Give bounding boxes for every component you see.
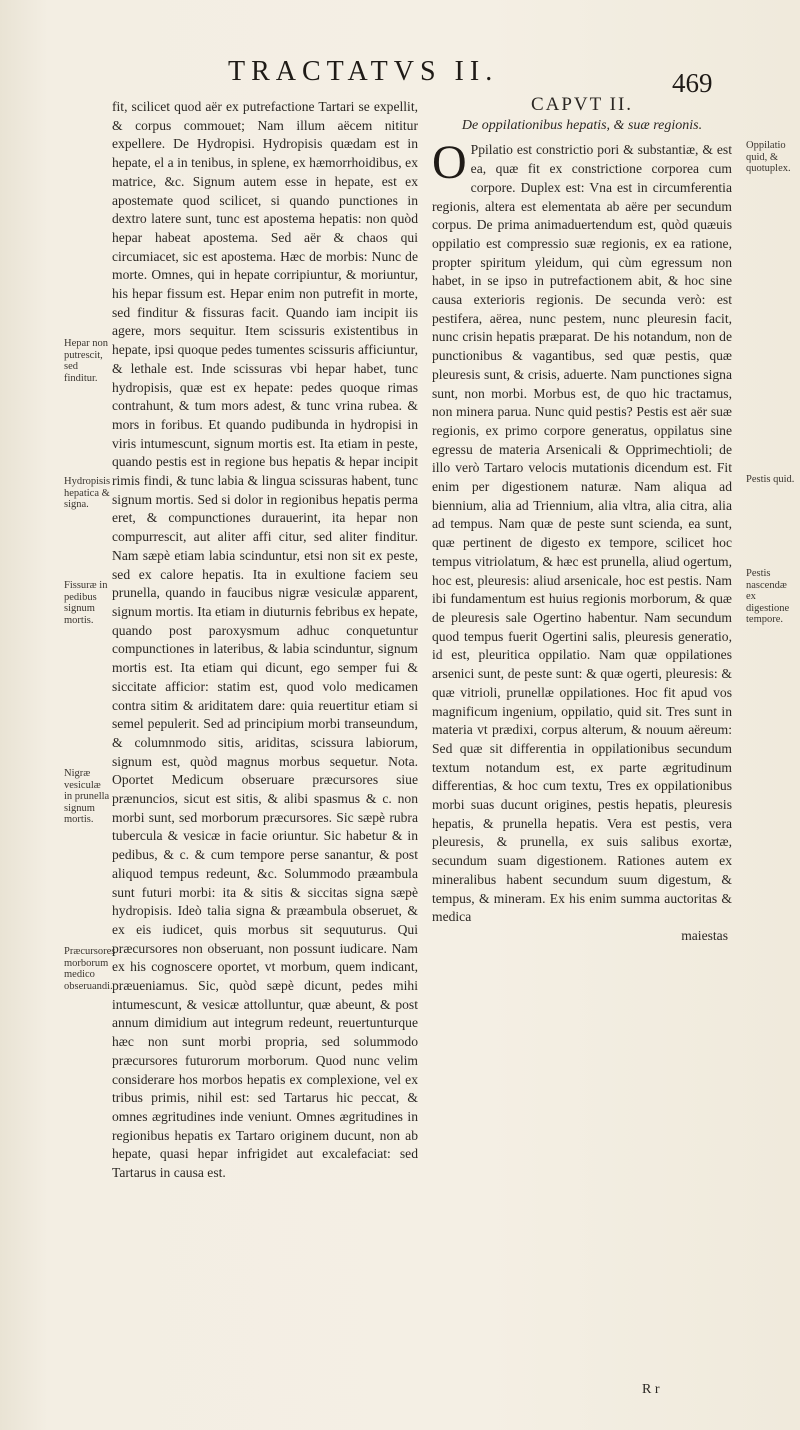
margin-note-left: Hepar non putrescit, sed finditur. [64,338,109,384]
right-column-body [432,136,732,927]
margin-note-left: Hydropisis hepatica & signa. [64,476,111,510]
left-column-text: fit, scilicet quod aër ex putrefactione Tartari se expellit, & corpus commouet; Nam illum aëcem nititur expellere. De Hydropisi. Hydropisis quædam est in hepate, el a in tenibus, in splene, ex hæmorrhoidibus, ex matrice, &c. Signum autem esse in hepate, est ex apostemate quod scilicet, si quando punctiones in dextro latere sunt, tunc est apostema hepatis: non quòd hepar habeat apostema. Sed aër & chaos qui circumiacet, sic est apostema. Hæc de morbis: Nunc de morte. Omnes, qui in hepate corripiuntur, & moriuntur, his hepar fissum est. Hepar enim non putrefit in morte, sed finditur & fissuras facit. Quando iam incipit iis agere, mors sequitur. Item scissuris existentibus in hepate, ipsi quoque pedes tumentes scissuris afficiuntur, & lethale est. Inde scissuras vbi hepar habet, tunc hydropisis, quæ est ex hepate: pedes quoque rimas contrahunt, & tum mors adest, & tunc vrina rubea. & mors in foribus. Et quando pudibunda in hydropisi in viris intumescunt, signum mortis est. Ita etiam in peste, quando pestis est in regione bus hepatis & hepar incipit rimis findi, & tunc labia & lingua scissuras habent, tunc signum mortis. Sed si dolor in regionibus hepatis perma eret, & compunctiones durauerint, ita hepar non compurrescit, aut aliter affi citur, sed aliter finditur. Nam sæpè etiam labia scinduntur, etsi non sit ex peste, sed ex calore hepatis. Ita in exultione faciem seu prunella, quando in faucibus nigræ vesiculæ apparent, signum mortis. Ita etiam in diuturnis febribus ex hepate, quando post paroxysmum adhuc conquetuntur compunctiones in lateribus, & labia scinduntur, signum mortis est. Ita etiam qui dicunt, ego semper fui & siccitate afficior: statim est, quod volo medicamen contra sitim & ariditatem dare: quia reuertitur etiam si semel pepulerit. Sed ad principium morbi transeundum, & columnmodo sitis, ariditas, scissura labiorum, signum est, quòd magnus morbus sequetur. Nota. Oportet Medicum obseruare præcursores siue prænuncios, sicut est sitis, & alibi spasmus & c. non morbi sunt, sed morborum præcursores. Sic sæpè rubra tubercula & vesicæ in facie oriuntur. Sic habetur & in pedibus, & c. & cum tempore perse sanantur, & post aliquod tempus redeunt, &c. Solummodo præambula sunt futuri morbi: ita & sitis & siccitas signa sæpè hydropisis. Ideò talia signa & præambula obseruet, & ex eis iudicet, quis morbus sit sequuturus. Qui præcursores non obseruant, non possunt iudicare. Nam ex his cognoscere oportet, vt morbum, quem indicant, præueniamus. Sic, quòd sæpè dicunt, pedes mihi intumescunt, & vesicæ attolluntur, quæ abeunt, & post annum dimidium aut integrum redeunt, reuertunturque hæc non sunt morbi propria, sed solummodo præcursores futurorum morborum. Quod nunc velim considerare hos morbos hepatis ex complexione, vel ex tribus primis, nihil est: sed Tartarus hic peccat, & omnes ægritudines inde veniunt. Omnes ægritudines in regionibus hepatis ex Tartaro originem ducunt, non ab hepate, quasi hepar infrigidet aut excalefaciat: sed Tartarus in causa est. [112,99,418,1181]
right-column [432,96,732,946]
margin-note-right: Pestis nascendæ ex digestione tempore. [746,568,790,625]
chapter-subtitle: De oppilationibus hepatis, & suæ regionis. [461,117,703,133]
drop-cap: O [432,136,467,190]
margin-note-right: Pestis quid. [746,474,795,485]
chapter-title: CAPVT II. [530,94,634,115]
margin-note-left: Fissuræ in pedibus signum mortis. [64,580,108,626]
margin-note-left: Nigræ vesiculæ in prunella signum mortis. [64,768,110,825]
margin-note-left: Præcursores morborum medico obseruandi. [64,946,116,992]
running-title: TRACTATVS II. [228,56,499,87]
signature-mark: R r [642,1382,660,1397]
margin-note-right: Oppilatio quid, & quotuplex. [746,140,791,174]
page-number: 469 [672,68,713,98]
catchword: maiestas [681,927,728,943]
right-column-text: Ppilatio est constrictio pori & substantiæ, & est ea, quæ fit ex constrictione corporea cum corpore. Duplex est: Vna est in circumferentia regionis, altera est elementata ab aëre per secundum corpus. De prima animaduertendum est, quòd quæuis oppilatio est compressio suæ regionis, ex ea ratione, propter spiritum yleidum, qui cùm egressum non habet, in se ipso in putrefactionem abit, & hoc sine causa exterioris regionis. De secunda verò: est pestifera, aërea, nunc pestem, nunc pleuresin facit, nunc crisin hepatis præparat. De his notandum, non de punctionibus & vagantibus, sed quæ pestis, quæ pleuresis sunt, & crisis, aduerte. Nam punctiones signa sunt, non morbi. Morbus est, de quo hic tractamus, non minera parua. Nunc quid pestis? Pestis est aër suæ regionis, ex primo corpore generatus, oppilatus sine egressu de materia Arsenicali & Opprimechtioli; de illo verò Tartaro velocis mutationis dicendum est. Fit enim per digestionem naturæ. Nam aliqua ad biennium, alia ad Triennium, alia vltra, alia citra, alia ad tempus. Nam quæ de peste sunt scienda, ea sunt, quæ pertinent de digesto ex tempore, scilicet hoc tempus vitriolatum, & hæc est prunella, aliud ogertum, hoc est, pleuresis: aliud arsenicale, hoc est pestis. Nam ibi fundamentum est huius regionis morborum, & quæ de pleuresis sale Ogertino habentur. Nam secundum quod tempus fuerit Ogertini salis, pleuresis generatio, id est, pleuritica oppilatio. Nam quæ oppilationes arsenici sunt, de peste sunt: & quæ ogerti, pleuresis: & quæ vitrioli, prunellæ oppilationes. Hoc fit apud vos magnificum ingenium, oppilatio, quid sit. Tres sunt in materia vt prædixi, corpus alterum, & nouum aëreum: Sed quæ sit differentia in oppilationibus secundum textum notandum est, ex parte ægritudinum differentias, & hoc cum textu, Tres ex oppilationibus morbi suas ducunt origines, pestis hepatis, pleuresis hepatis, & prunella hepatis. Vera est pestis, vera pleuresis, & prunella, ex suis salibus exortæ, secundum suam digestionem. Rationes autem ex mineralibus habent secundum suum digestum, & tempus, & mineram. Ex his enim summa auctoritas & medica [432,142,732,925]
left-column [112,98,418,1183]
